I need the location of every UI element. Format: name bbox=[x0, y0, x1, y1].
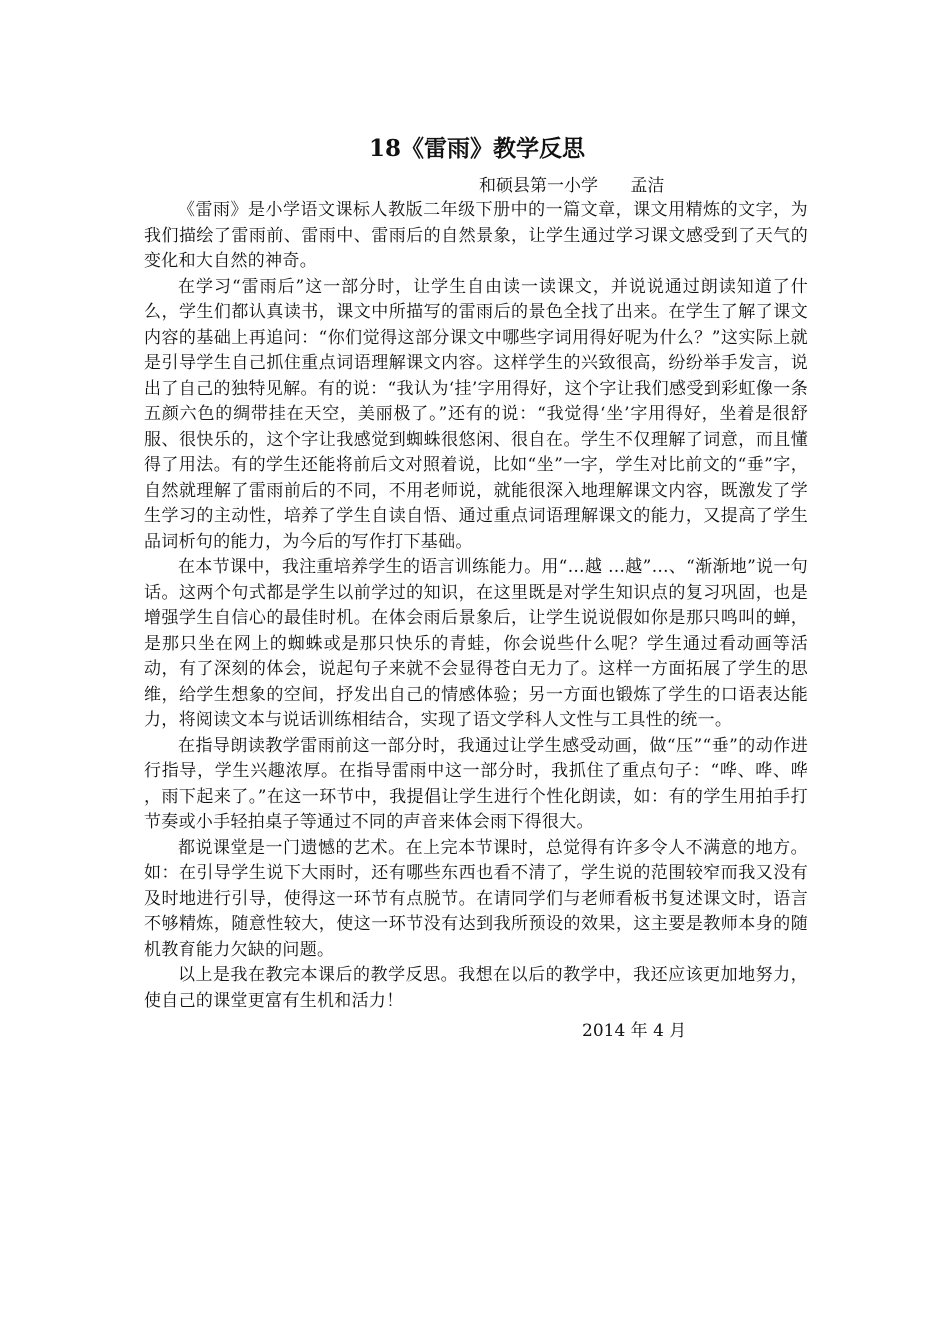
author-byline: 和硕县第一小学 孟洁 bbox=[479, 176, 665, 196]
document-date: 2014 年 4 月 bbox=[582, 1021, 687, 1041]
paragraph-intro: 《雷雨》是小学语文课标人教版二年级下册中的一篇文章，课文用精炼的文字，为我们描绘了雷雨前、雷雨中、雷雨后的自然景象，让学生通过学习课文感受到了天气的变化和大自然的神奇。 bbox=[144, 200, 808, 271]
paragraph-regrets: 都说课堂是一门遗憾的艺术。在上完本节课时，总觉得有许多令人不满意的地方。如：在引导学生说下大雨时，还有哪些东西也看不清了，学生说的范围较窄而我又没有及时地进行引导，使得这一环节有点脱节。在请同学们与老师看板书复述课文时，语言不够精炼，随意性较大，使这一环节没有达到我所预设的效果，这主要是教师本身的随机教育能力欠缺的问题。 bbox=[144, 837, 808, 960]
paragraph-conclusion: 以上是我在教完本课后的教学反思。我想在以后的教学中，我还应该更加地努力，使自己的课堂更富有生机和活力！ bbox=[144, 965, 808, 1011]
document-page bbox=[144, 132, 808, 1044]
paragraph-after-rain: 在学习“雷雨后”这一部分时，让学生自由读一读课文，并说说通过朗读知道了什么，学生们都认真读书，课文中所描写的雷雨后的景色全找了出来。在学生了解了课文内容的基础上再追问：“你们觉得这部分课文中哪些字词用得好呢为什么？”这实际上就是引导学生自己抓住重点词语理解课文内容。这样学生的兴致很高，纷纷举手发言，说出了自己的独特见解。有的说：“我认为‘挂’字用得好，这个字让我们感受到彩虹像一条五颜六色的绸带挂在天空，美丽极了。”还有的说：“我觉得‘坐’字用得好，坐着是很舒服、很快乐的，这个字让我感觉到蜘蛛很悠闲、很自在。学生不仅理解了词意，而且懂得了用法。有的学生还能将前后文对照着说，比如“坐”一字，学生对比前文的“垂”字，自然就理解了雷雨前后的不同，不用老师说，就能很深入地理解课文内容，既激发了学生学习的主动性，培养了学生自读自悟、通过重点词语理解课文的能力，又提高了学生品词析句的能力，为今后的写作打下基础。 bbox=[144, 276, 808, 552]
paragraph-language-training: 在本节课中，我注重培养学生的语言训练能力。用“…越 …越”…、“渐渐地”说一句话。这两个句式都是学生以前学过的知识，在这里既是对学生知识点的复习巩固，也是增强学生自信心的最佳时机。在体会雨后景象后，让学生说说假如你是那只鸣叫的蝉，是那只坐在网上的蜘蛛或是那只快乐的青蛙，你会说些什么呢？学生通过看动画等活动，有了深刻的体会，说起句子来就不会显得苍白无力了。这样一方面拓展了学生的思维，给学生想象的空间，抒发出自己的情感体验；另一方面也锻炼了学生的口语表达能力，将阅读文本与说话训练相结合，实现了语文学科人文性与工具性的统一。 bbox=[144, 557, 808, 730]
paragraph-reading-guidance: 在指导朗读教学雷雨前这一部分时，我通过让学生感受动画，做“压”“垂”的动作进行指导，学生兴趣浓厚。在指导雷雨中这一部分时，我抓住了重点句子：“哗、哗、哗 ，雨下起来了。”在这一环节中，我提倡让学生进行个性化朗读，如：有的学生用拍手打节奏或小手轻拍桌子等通过不同的声音来体会雨下得很大。 bbox=[144, 735, 808, 832]
document-title: 18《雷雨》教学反思 bbox=[368, 135, 585, 162]
